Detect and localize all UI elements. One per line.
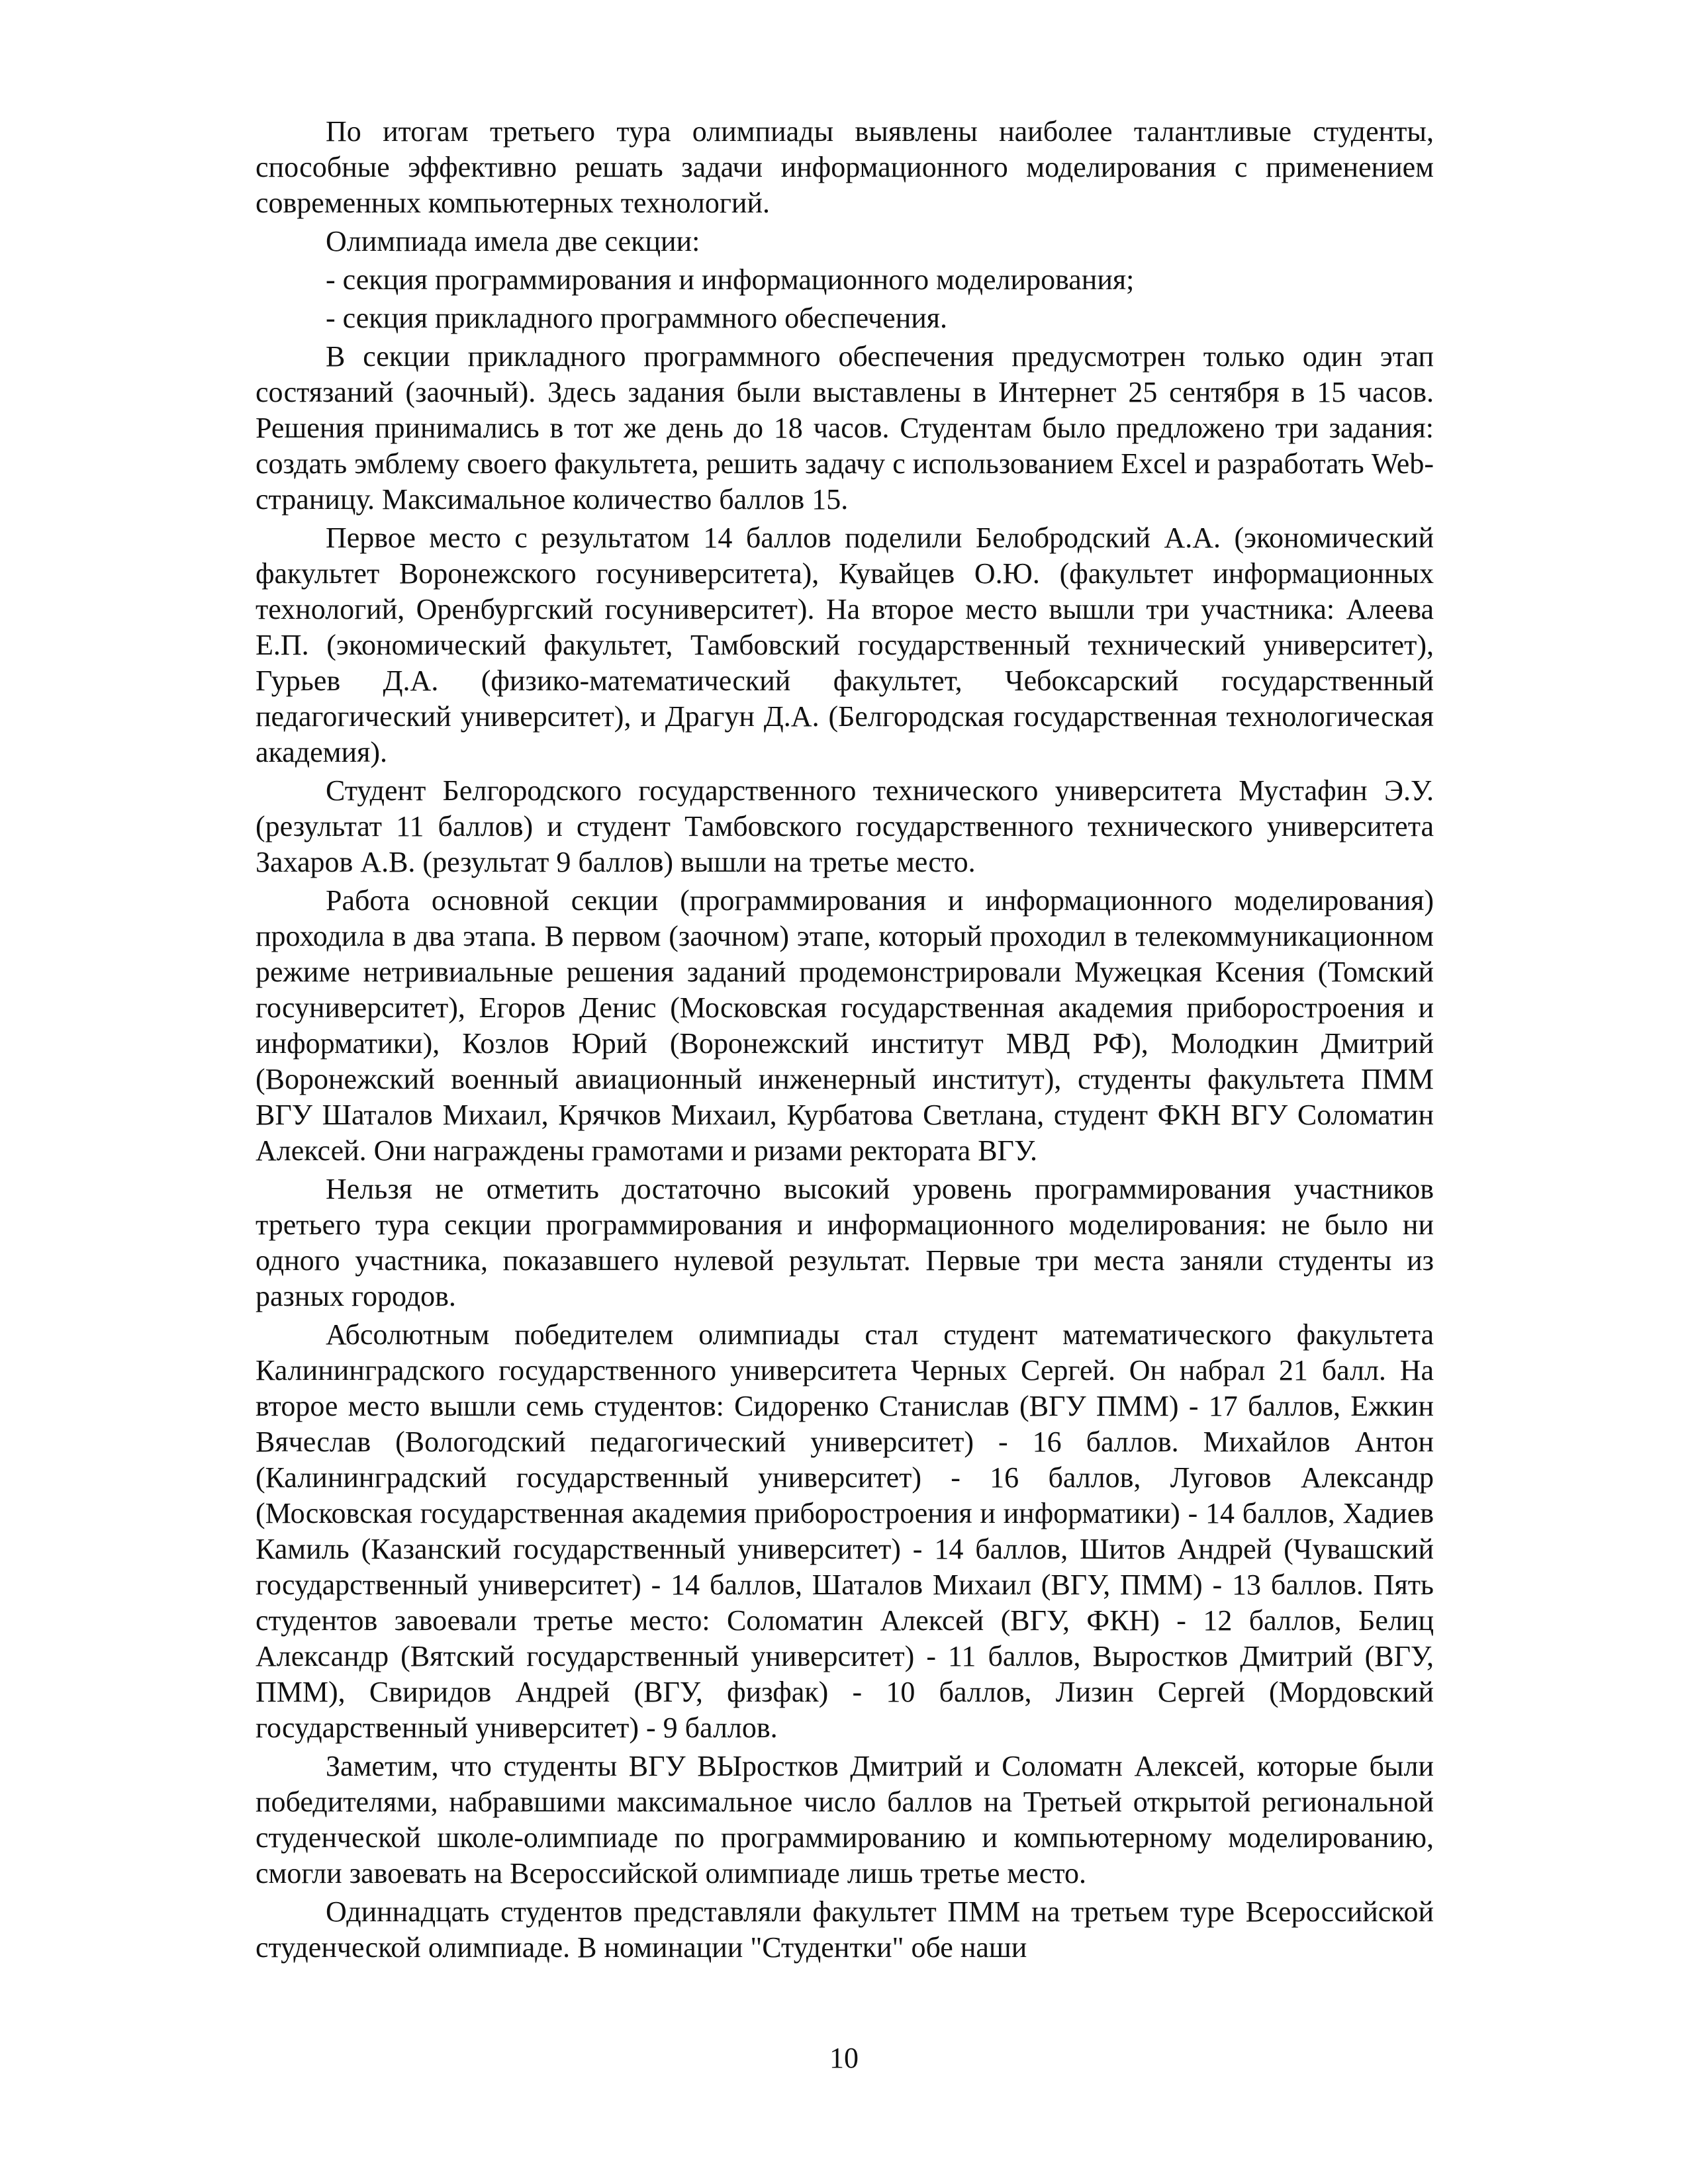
page-number: 10 <box>829 2042 859 2074</box>
paragraph-main-section-winners: Абсолютным победителем олимпиады стал студент математического факультета Калининградского государственного университета Черных Сергей. Он набрал 21 балл. На второе место вышли семь студентов: Сидоренко Станислав (ВГУ ПММ) - 17 баллов, Ежкин Вячеслав (Вологодский педагогический университет) - 16 баллов. Михайлов Антон (Калининградский государственный университет) - 16 баллов, Луговов Александр (Московская государственная академия приборостроения и информатики) - 14 баллов, Хадиев Камиль (Казанский государственный университет) - 14 баллов, Шитов Андрей (Чувашский государственный университет) - 14 баллов, Шаталов Михаил (ВГУ, ПММ) - 13 баллов. Пять студентов завоевали третье место: Соломатин Алексей (ВГУ, ФКН) - 12 баллов, Белиц Александр (Вятский государственный университет) - 11 баллов, Выростков Дмитрий (ВГУ, ПММ), Свиридов Андрей (ВГУ, физфак) - 10 баллов, Лизин Сергей (Мордовский государственный университет) - 9 баллов. <box>256 1318 1434 1744</box>
paragraph-results-summary: По итогам третьего тура олимпиады выявлены наиболее талантливые студенты, способные эффективно решать задачи информационного моделирования с применением современных компьютерных технологий. <box>256 115 1434 219</box>
paragraph-pmm-participants: Одиннадцать студентов представляли факультет ПММ на третьем туре Всероссийской студенческой олимпиаде. В номинации "Студентки" обе наши <box>256 1895 1434 1964</box>
paragraph-applied-first-second-places: Первое место с результатом 14 баллов поделили Белобродский А.А. (экономический факультет Воронежского госуниверситета), Кувайцев О.Ю. (факультет информационных технологий, Оренбургский госуниверситет). На второе место вышли три участника: Алеева Е.П. (экономический факультет, Тамбовский государственный технический университет), Гурьев Д.А. (физико-математический факультет, Чебоксарский государственный педагогический университет), и Драгун Д.А. (Белгородская государственная технологическая академия). <box>256 522 1434 768</box>
paragraph-vgu-students-note: Заметим, что студенты ВГУ ВЫростков Дмитрий и Соломатн Алексей, которые были победителями, набравшими максимальное число баллов на Третьей открытой региональной студенческой школе-олимпиаде по программированию и компьютерному моделированию, смогли завоевать на Всероссийской олимпиаде лишь третье место. <box>256 1750 1434 1889</box>
paragraph-applied-third-place: Студент Белгородского государственного технического университета Мустафин Э.У. (результат 11 баллов) и студент Тамбовского государственного технического университета Захаров А.В. (результат 9 баллов) вышли на третье место. <box>256 774 1434 878</box>
list-item-applied-software-section: - секция прикладного программного обеспечения. <box>326 302 948 334</box>
paragraph-main-section-stages: Работа основной секции (программирования и информационного моделирования) проходила в два этапа. В первом (заочном) этапе, который проходил в телекоммуникационном режиме нетривиальные решения заданий продемонстрировали Мужецкая Ксения (Томский госуниверситет), Егоров Денис (Московская государственная академия приборостроения и информатики), Козлов Юрий (Воронежский институт МВД РФ), Молодкин Дмитрий (Воронежский военный авиационный инженерный институт), студенты факультета ПММ ВГУ Шаталов Михаил, Крячков Михаил, Курбатова Светлана, студент ФКН ВГУ Соломатин Алексей. Они награждены грамотами и ризами ректората ВГУ. <box>256 884 1434 1167</box>
paragraph-programming-level: Нельзя не отметить достаточно высокий уровень программирования участников третьего тура секции программирования и информационного моделирования: не было ни одного участника, показавшего нулевой результат. Первые три места заняли студенты из разных городов. <box>256 1173 1434 1312</box>
paragraph-sections-intro: Олимпиада имела две секции: <box>326 225 700 257</box>
paragraph-applied-software-stage: В секции прикладного программного обеспечения предусмотрен только один этап состязаний (заочный). Здесь задания были выставлены в Интернет 25 сентября в 15 часов. Решения принимались в тот же день до 18 часов. Студентам было предложено три задания: создать эмблему своего факультета, решить задачу с использованием Excel и разработать Web-страницу. Максимальное количество баллов 15. <box>256 340 1434 516</box>
document-body <box>256 114 1434 1968</box>
list-item-programming-section: - секция программирования и информационного моделирования; <box>326 263 1135 296</box>
